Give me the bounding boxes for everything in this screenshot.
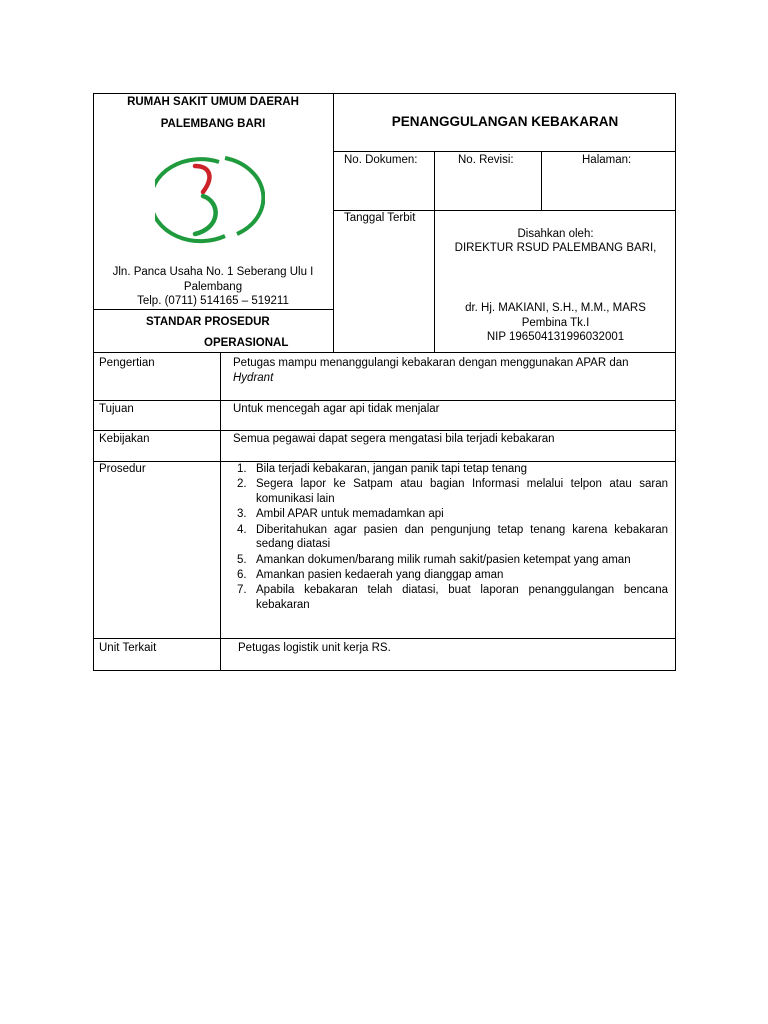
- signer-nip: NIP 196504131996032001: [486, 331, 625, 343]
- step-text: Ambil APAR untuk memadamkan api: [256, 508, 444, 521]
- unit-terkait-text: Petugas logistik unit kerja RS.: [238, 642, 391, 654]
- prosedur-step: [229, 583, 668, 613]
- disahkan-oleh: Disahkan oleh:: [517, 228, 594, 240]
- step-number: 6.: [237, 569, 247, 582]
- sop-title-line1: STANDAR PROSEDUR: [146, 316, 270, 328]
- table-border-bottom: [93, 670, 676, 671]
- header-bottom-line: [93, 352, 676, 353]
- tujuan-text: Untuk mencegah agar api tidak menjalar: [233, 403, 440, 415]
- step-text: Diberitahukan agar pasien dan pengunjung tetap tenang karena kebakaran sedang diatasi: [256, 523, 668, 551]
- pengertian-text: Petugas mampu menanggulangi kebakaran dengan menggunakan APAR dan: [233, 357, 629, 369]
- step-text: Bila terjadi kebakaran, jangan panik tapi tetap tenang: [256, 463, 528, 475]
- dokumen-revisi-divider: [434, 151, 435, 210]
- title-bottom-line: [333, 151, 676, 152]
- prosedur-step: [229, 507, 668, 522]
- table-border-left: [93, 93, 94, 671]
- prosedur-label: Prosedur: [99, 463, 146, 475]
- revisi-halaman-divider: [541, 151, 542, 210]
- prosedur-step: [229, 523, 668, 553]
- row-line-tujuan: [93, 400, 676, 401]
- table-border-right: [675, 93, 676, 671]
- row-line-unit: [93, 638, 676, 639]
- kebijakan-text: Semua pegawai dapat segera mengatasi bila terjadi kebakaran: [233, 433, 555, 445]
- no-dokumen-label: No. Dokumen:: [344, 154, 418, 166]
- row-line-kebijakan: [93, 430, 676, 431]
- address-line2: Palembang: [183, 281, 243, 293]
- step-number: 1.: [237, 463, 247, 475]
- pengertian-text-italic: Hydrant: [233, 372, 274, 384]
- prosedur-step: [229, 568, 668, 583]
- address-line1: Jln. Panca Usaha No. 1 Seberang Ulu I: [112, 266, 314, 278]
- hospital-name-line2: PALEMBANG BARI: [160, 118, 266, 130]
- logo-green-stroke: [195, 196, 216, 234]
- step-text: Amankan pasien kedaerah yang dianggap aman: [256, 569, 504, 582]
- tanggal-terbit-label: Tanggal Terbit: [344, 212, 416, 224]
- hospital-logo: [155, 150, 265, 245]
- halaman-label: Halaman:: [582, 154, 632, 166]
- prosedur-step: [229, 462, 668, 477]
- unit-terkait-label: Unit Terkait: [99, 642, 157, 654]
- step-number: 2.: [237, 478, 247, 491]
- step-text: Segera lapor ke Satpam atau bagian Informasi melalui telpon atau saran komunikasi lain: [256, 478, 668, 506]
- signer-name: dr. Hj. MAKIANI, S.H., M.M., MARS: [465, 302, 646, 314]
- prosedur-step: [229, 477, 668, 507]
- prosedur-steps: [229, 462, 668, 613]
- pengertian-label: Pengertian: [99, 357, 155, 369]
- tujuan-label: Tujuan: [99, 403, 134, 415]
- hospital-name-line1: RUMAH SAKIT UMUM DAERAH: [127, 96, 299, 108]
- document-title: PENANGGULANGAN KEBAKARAN: [391, 114, 619, 129]
- prosedur-step: [229, 553, 668, 568]
- logo-green-ring-right: [225, 158, 263, 234]
- sop-top-line: [93, 309, 334, 310]
- kebijakan-label: Kebijakan: [99, 433, 150, 445]
- no-revisi-label: No. Revisi:: [458, 154, 514, 166]
- step-number: 4.: [237, 523, 247, 536]
- header-divider: [333, 93, 334, 352]
- logo-green-ring: [155, 159, 225, 241]
- step-number: 3.: [237, 508, 247, 521]
- address-phone: Telp. (0711) 514165 – 519211: [137, 295, 289, 307]
- signer-rank: Pembina Tk.I: [521, 317, 590, 329]
- step-number: 7.: [237, 584, 247, 597]
- step-number: 5.: [237, 553, 247, 566]
- table-border-top: [93, 93, 676, 94]
- logo-red-stroke: [195, 166, 209, 192]
- direktur-title: DIREKTUR RSUD PALEMBANG BARI,: [454, 242, 657, 254]
- step-text: Amankan dokumen/barang milik rumah sakit/pasien ketempat yang aman: [256, 553, 631, 566]
- step-text: Apabila kebakaran telah diatasi, buat laporan penanggulangan bencana kebakaran: [256, 584, 668, 612]
- sop-title-line2: OPERASIONAL: [204, 337, 289, 349]
